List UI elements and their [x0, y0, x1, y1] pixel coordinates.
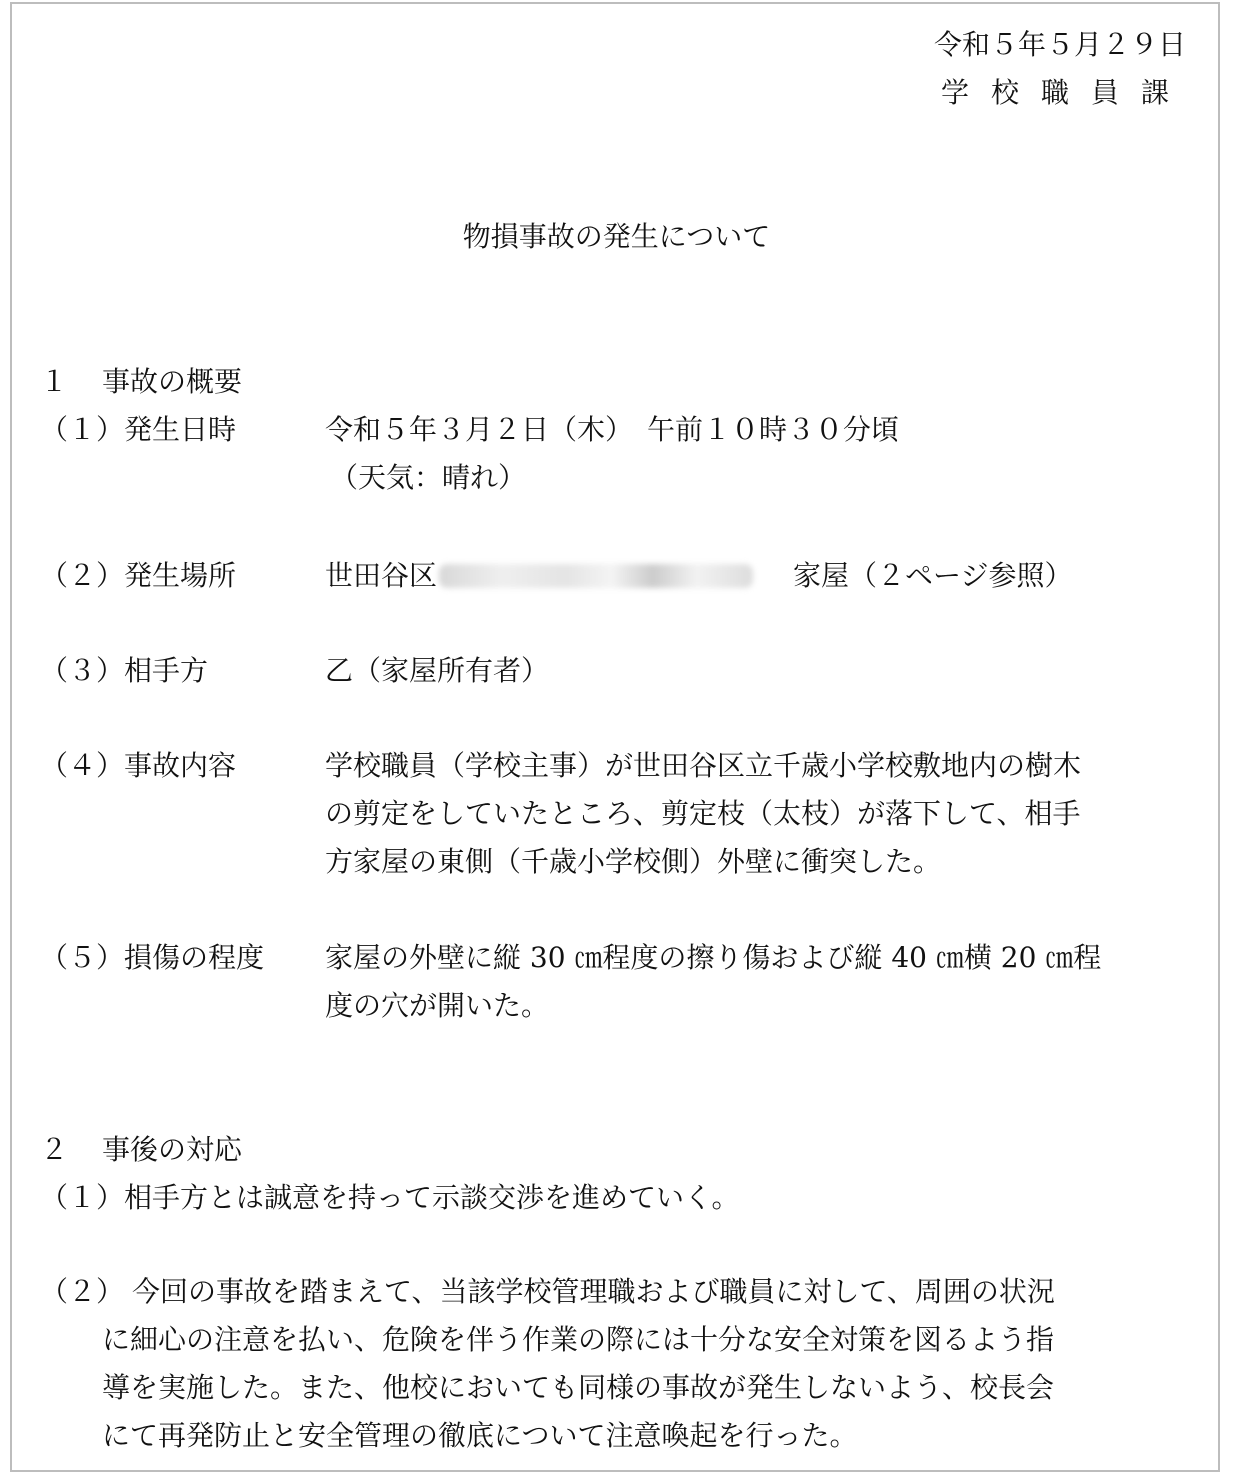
item-content-line: 学校職員（学校主事）が世田谷区立千歳小学校敷地内の樹木 [325, 749, 1082, 782]
item-content-label: （４）事故内容 [40, 749, 237, 782]
location-suffix: 家屋（２ページ参照） [793, 559, 1073, 592]
response-item-2-label: （２） [40, 1275, 125, 1308]
section2-number: ２ [40, 1133, 69, 1166]
location-prefix: 世田谷区 [325, 559, 438, 592]
response-item-2-line: にて再発防止と安全管理の徹底について注意喚起を行った。 [102, 1419, 858, 1452]
item-datetime-label: （１）発生日時 [40, 413, 237, 446]
department-name: 学校職員課 [940, 76, 1191, 109]
response-item-2-line: 導を実施した。また、他校においても同様の事故が発生しないよう、校長会 [102, 1371, 1055, 1404]
item-content-line: の剪定をしていたところ、剪定枝（太枝）が落下して、相手 [325, 797, 1081, 830]
item-damage-label: （５）損傷の程度 [40, 941, 265, 974]
item-weather-value: （天気：晴れ） [330, 461, 527, 494]
section2-heading: 事後の対応 [102, 1133, 243, 1166]
item-party-value: 乙（家屋所有者） [325, 654, 550, 687]
item-location-value [325, 556, 1072, 596]
item-damage-line: 度の穴が開いた。 [325, 989, 550, 1022]
response-item-1: （１）相手方とは誠意を持って示談交渉を進めていく。 [40, 1181, 740, 1214]
item-content-line: 方家屋の東側（千歳小学校側）外壁に衝突した。 [325, 845, 942, 878]
document-date: 令和５年５月２９日 [933, 28, 1186, 61]
response-item-2-line: 今回の事故を踏まえて、当該学校管理職および職員に対して、周囲の状況 [132, 1275, 1055, 1308]
item-datetime-value: 令和５年３月２日（木） 午前１０時３０分頃 [325, 413, 900, 446]
item-location-label: （２）発生場所 [40, 559, 237, 592]
response-item-2-line: に細心の注意を払い、危険を伴う作業の際には十分な安全対策を図るよう指 [102, 1323, 1055, 1356]
redacted-address [437, 556, 757, 596]
document-title: 物損事故の発生について [462, 220, 771, 253]
item-party-label: （３）相手方 [40, 654, 209, 687]
item-damage-line: 家屋の外壁に縦 30 ㎝程度の擦り傷および縦 40 ㎝横 20 ㎝程 [325, 941, 1102, 974]
section1-number: １ [40, 365, 69, 398]
section1-heading: 事故の概要 [102, 365, 243, 398]
